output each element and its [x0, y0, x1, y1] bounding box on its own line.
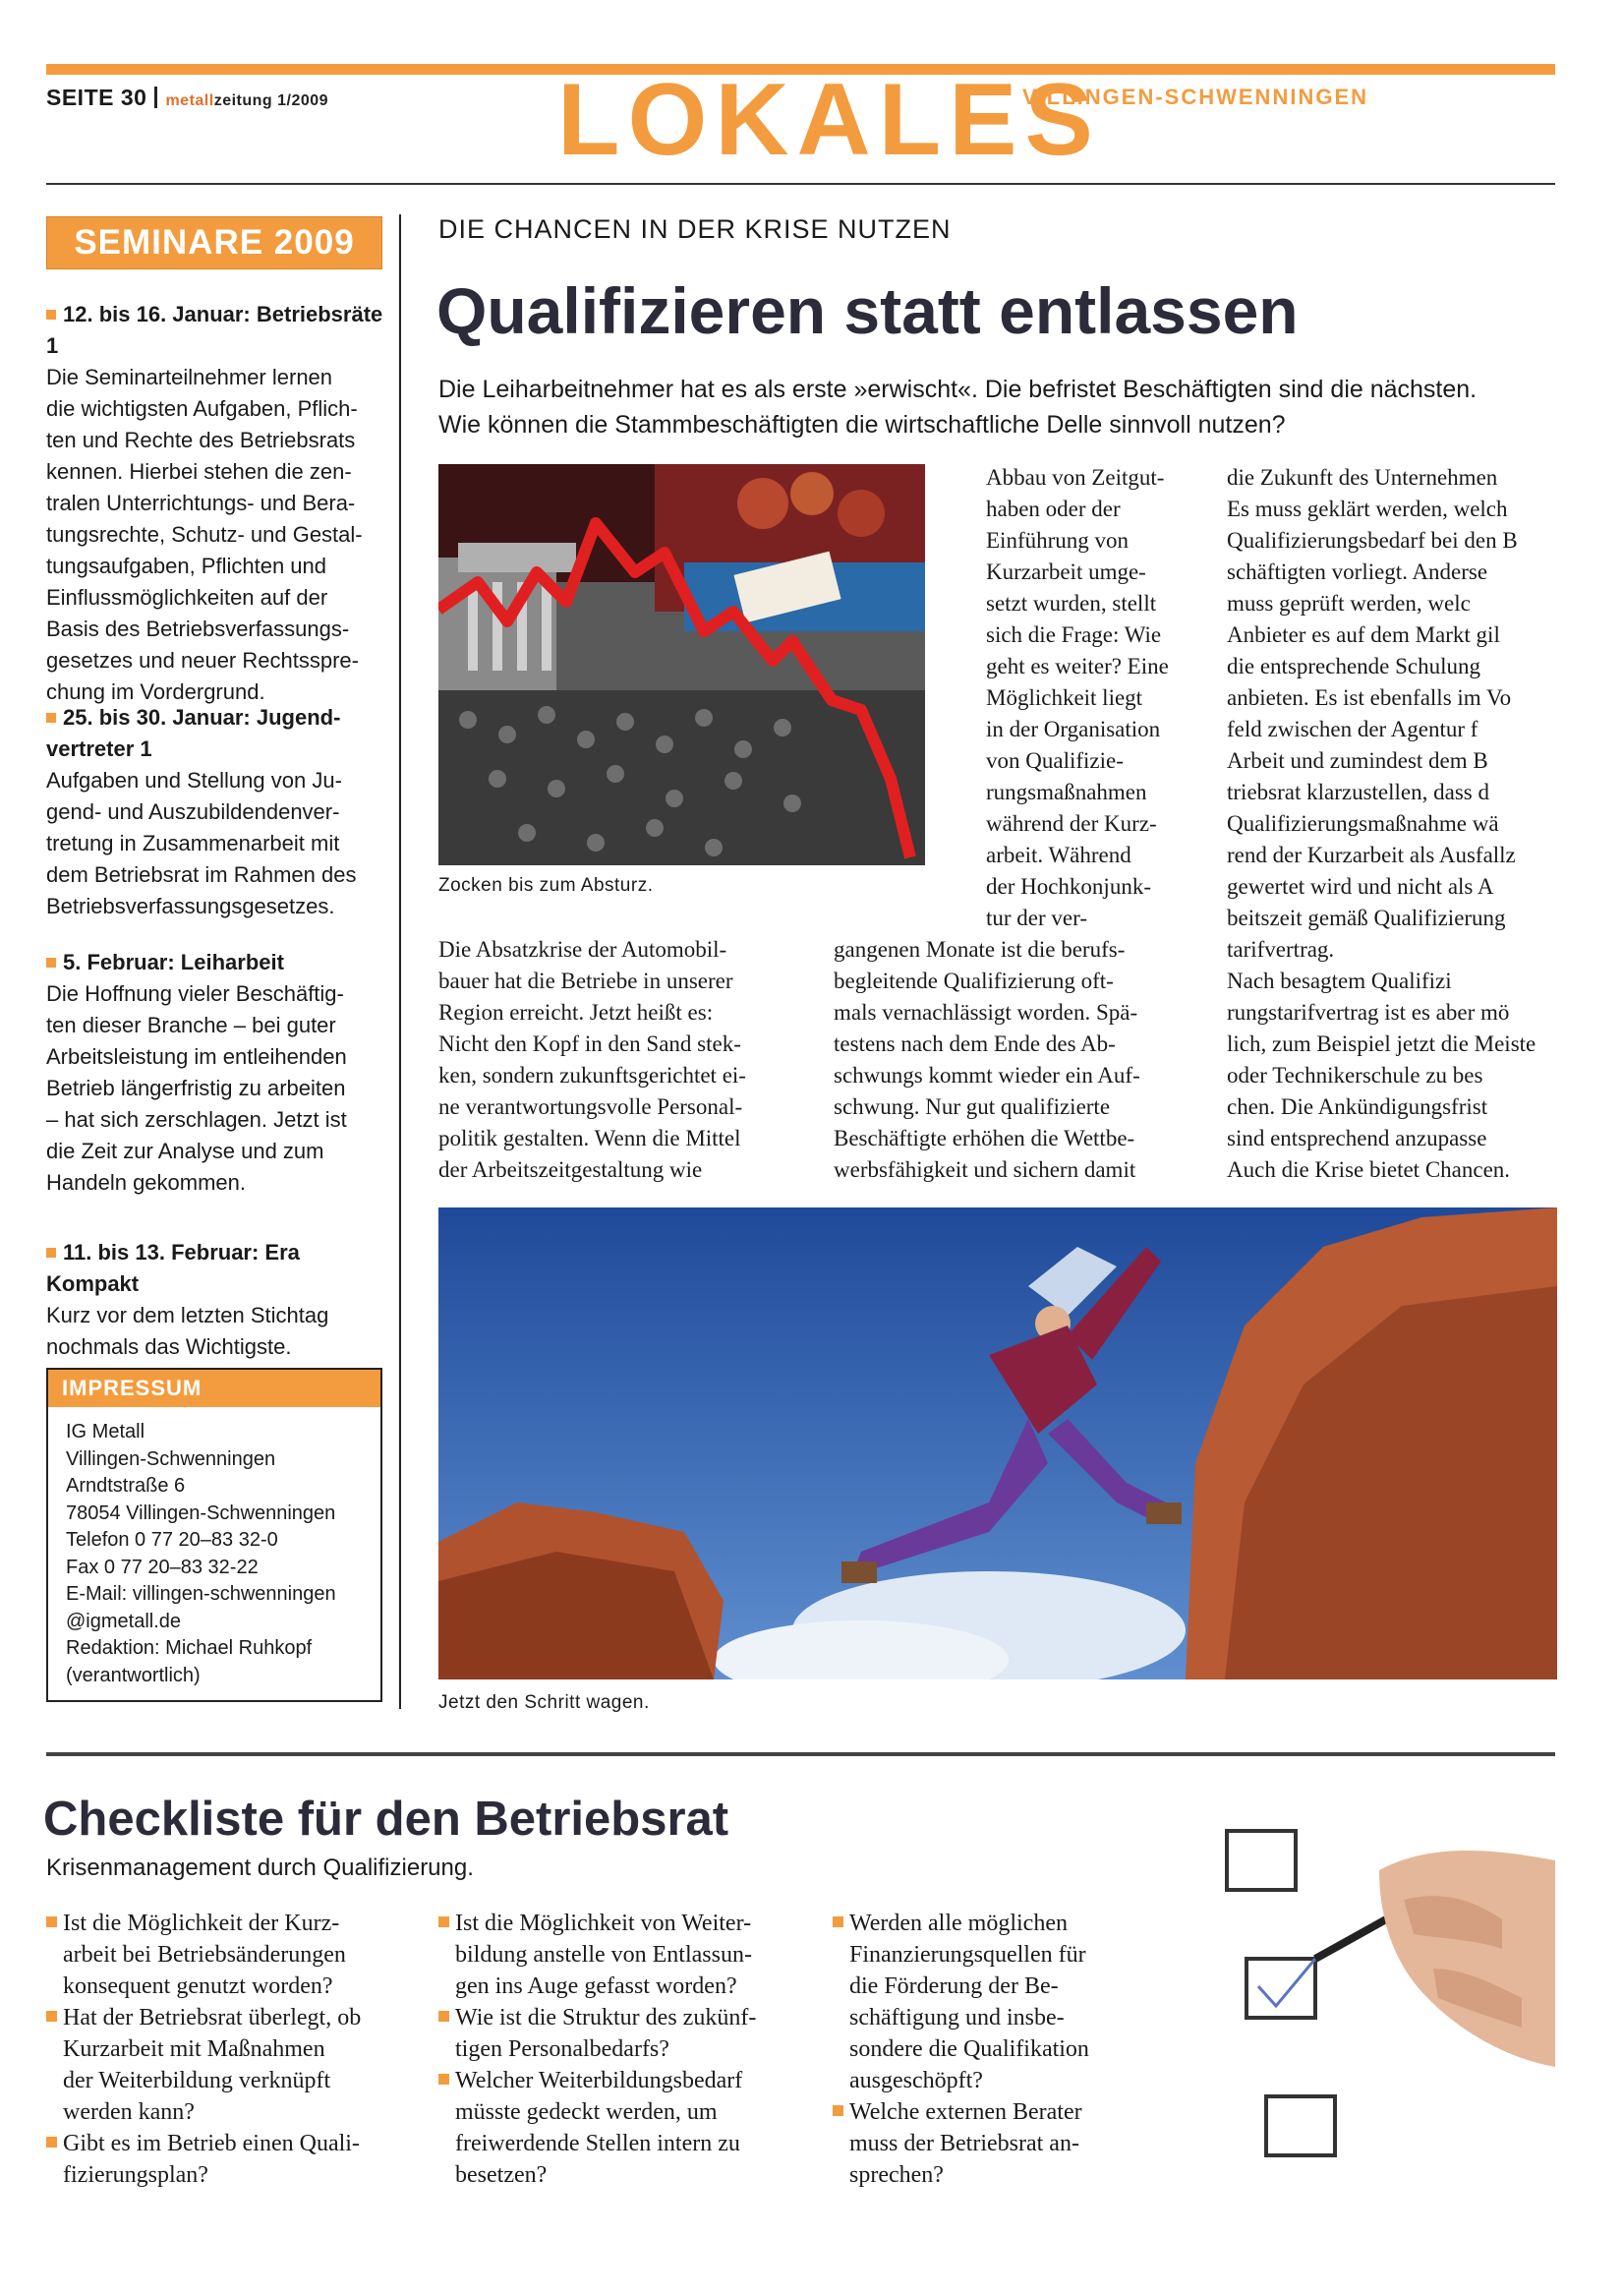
- checklist-question-text: tigen Personalbedarfs?: [455, 2036, 669, 2062]
- seminar-item-body-line: Betrieb längerfristig zu arbeiten: [46, 1076, 346, 1100]
- bullet-icon: [833, 1916, 843, 1927]
- checklist-title: Checkliste für den Betriebsrat: [43, 1793, 729, 1846]
- checklist-question-text: Ist die Möglichkeit von Weiter-: [455, 1911, 752, 1936]
- checklist-question-text: muss der Betriebsrat an-: [849, 2131, 1079, 2156]
- seminar-item-body-line: tungsaufgaben, Pflichten und: [46, 554, 327, 578]
- seminar-item-body-line: Aufgaben und Stellung von Ju-: [46, 768, 342, 793]
- seminar-item-body-line: Basis des Betriebsverfassungs-: [46, 617, 350, 641]
- text-line: werbsfähigkeit und sichern damit: [834, 1157, 1136, 1182]
- checklist-question-line: [833, 2065, 1089, 2096]
- text-line: während der Kurz-: [986, 811, 1157, 836]
- seminar-item-body-line: nochmals das Wichtigste.: [46, 1334, 292, 1359]
- seminar-item-title: [46, 947, 390, 978]
- checklist-question-text: arbeit bei Betriebsänderungen: [63, 1942, 346, 1968]
- text-line: Es muss geklärt werden, welch: [1227, 497, 1508, 521]
- seminar-item-title-text: 12. bis 16. Januar: Betriebsräte 1: [46, 302, 383, 358]
- seminar-item-body-line: tungsrechte, Schutz- und Gestal-: [46, 522, 363, 547]
- checklist-question-line: [46, 2096, 361, 2128]
- text-line: IG Metall: [66, 1421, 145, 1442]
- article-column-3: [1227, 462, 1557, 1186]
- checklist-question-line: [833, 2002, 1089, 2033]
- photo-caption-crash: Zocken bis zum Absturz.: [438, 875, 654, 896]
- impressum-body: [66, 1419, 336, 1689]
- text-line: gangenen Monate ist die berufs-: [834, 937, 1126, 962]
- checklist-question-text: Werden alle möglichen: [849, 1911, 1068, 1936]
- text-line: Nicht den Kopf in den Sand stek-: [438, 1031, 741, 1056]
- checklist-question-line: [833, 2033, 1089, 2065]
- page-number-label: [46, 85, 328, 111]
- checklist-question-line: [438, 2033, 756, 2065]
- text-line: Beschäftigte erhöhen die Wettbe-: [834, 1126, 1135, 1150]
- text-line: arbeit. Während: [986, 843, 1131, 867]
- seminar-item-body-line: Die Seminarteilnehmer lernen: [46, 365, 333, 389]
- text-line: Auch die Krise bietet Chancen.: [1227, 1157, 1511, 1182]
- text-line: chen. Die Ankündigungsfrist: [1227, 1094, 1488, 1119]
- text-line: Die Leiharbeitnehmer hat es als erste »erwischt«. Die befristet Beschäftigten sind die nächsten.: [438, 376, 1478, 403]
- section-title: LOKALES: [557, 63, 1101, 177]
- text-line: mals vernachlässigt worden. Spä-: [834, 1000, 1138, 1025]
- seminar-item-body-line: dem Betriebsrat im Rahmen des: [46, 862, 357, 887]
- checklist-question-line: [833, 2128, 1089, 2159]
- text-line: geht es weiter? Eine: [986, 654, 1169, 678]
- bullet-icon: [46, 1248, 56, 1258]
- article-deck: [438, 372, 1559, 442]
- checklist-question-line: [46, 1939, 361, 1971]
- bullet-icon: [438, 2074, 449, 2085]
- seminar-item-body-line: Handeln gekommen.: [46, 1170, 247, 1195]
- text-line: tur der ver-: [986, 906, 1087, 930]
- text-line: testens nach dem Ende des Ab-: [834, 1031, 1116, 1056]
- seminar-item-body-line: gend- und Auszubildendenver-: [46, 799, 340, 824]
- seminar-item: [46, 947, 390, 1199]
- checklist-question-text: fizierungsplan?: [63, 2162, 208, 2188]
- checklist-question-line: [833, 1939, 1089, 1971]
- checklist-question-text: besetzen?: [455, 2162, 548, 2188]
- impressum-box: [46, 1368, 382, 1702]
- seminar-item-body-line: – hat sich zerschlagen. Jetzt ist: [46, 1107, 347, 1132]
- publication-issue: zeitung 1/2009: [213, 92, 329, 109]
- text-line: E-Mail: villingen-schwenningen: [66, 1583, 336, 1605]
- text-line: gewertet wird und nicht als A: [1227, 874, 1494, 899]
- seminar-item-body-line: Kurz vor dem letzten Stichtag: [46, 1303, 329, 1327]
- checklist-question: [438, 2002, 756, 2033]
- checklist-question-text: Gibt es im Betrieb einen Quali-: [63, 2131, 360, 2156]
- text-line: sich die Frage: Wie: [986, 622, 1162, 647]
- checklist-question-line: [438, 2159, 756, 2191]
- text-line: Redaktion: Michael Ruhkopf: [66, 1637, 313, 1659]
- text-line: beitszeit gemäß Qualifizierung: [1227, 906, 1506, 930]
- text-line: Die Absatzkrise der Automobil-: [438, 937, 727, 962]
- text-line: Arndtstraße 6: [66, 1475, 186, 1497]
- text-line: schäftigten vorliegt. Anderse: [1227, 559, 1488, 584]
- checklist-question-text: Welche externen Berater: [849, 2099, 1082, 2125]
- page-label-divider: [154, 87, 157, 108]
- text-line: der Hochkonjunk-: [986, 874, 1151, 899]
- text-line: setzt wurden, stellt: [986, 591, 1157, 616]
- text-line: @igmetall.de: [66, 1610, 182, 1632]
- checklist-question: [833, 1908, 1089, 1939]
- checklist-question: [833, 2096, 1089, 2128]
- text-line: haben oder der: [986, 497, 1121, 521]
- checklist-question: [46, 2002, 361, 2033]
- text-line: Wie können die Stammbeschäftigten die wirtschaftliche Delle sinnvoll nutzen?: [438, 411, 1286, 439]
- text-line: von Qualifizie-: [986, 748, 1124, 773]
- checklist-question-text: der Weiterbildung verknüpft: [63, 2068, 331, 2093]
- seminar-item-body-line: tretung in Zusammenarbeit mit: [46, 831, 340, 855]
- checklist-question-text: Ist die Möglichkeit der Kurz-: [63, 1911, 340, 1936]
- text-line: schwungs kommt wieder ein Auf-: [834, 1063, 1140, 1088]
- checklist-question-text: konsequent genutzt worden?: [63, 1973, 333, 1999]
- checklist-question-line: [438, 1939, 756, 1971]
- seminar-item-body-line: ten dieser Branche – bei guter: [46, 1013, 336, 1037]
- seminar-item-body-line: die wichtigsten Aufgaben, Pflich-: [46, 396, 358, 421]
- text-line: in der Organisation: [986, 717, 1161, 741]
- checklist-column-3: [833, 1908, 1089, 2191]
- checklist-question-text: freiwerdende Stellen intern zu: [455, 2131, 740, 2156]
- text-line: feld zwischen der Agentur f: [1227, 717, 1478, 741]
- checklist-question-text: ausgeschöpft?: [849, 2068, 983, 2093]
- checklist-column-2: [438, 1908, 756, 2191]
- checklist-question-text: gen ins Auge gefasst worden?: [455, 1973, 737, 1999]
- bullet-icon: [833, 2105, 843, 2116]
- checklist-question-text: bildung anstelle von Entlassun-: [455, 1942, 752, 1968]
- text-line: rend der Kurzarbeit als Ausfallz: [1227, 843, 1516, 867]
- seminar-item-body-line: tralen Unterrichtungs- und Bera-: [46, 491, 356, 515]
- checklist-question: [46, 1908, 361, 1939]
- impressum-heading: IMPRESSUM: [48, 1370, 380, 1407]
- text-line: der Arbeitszeitgestaltung wie: [438, 1157, 703, 1182]
- checklist-question-line: [833, 2159, 1089, 2191]
- seminar-heading: SEMINARE 2009: [46, 216, 382, 269]
- text-line: anbieten. Es ist ebenfalls im Vo: [1227, 685, 1512, 710]
- bullet-icon: [46, 713, 56, 723]
- text-line: rungsmaßnahmen: [986, 780, 1147, 804]
- text-line: Region erreicht. Jetzt heißt es:: [438, 1000, 714, 1025]
- checklist-question-line: [46, 2065, 361, 2096]
- seminar-item-body-line: Einflussmöglichkeiten auf der: [46, 585, 328, 610]
- text-line: die Zukunft des Unternehmen: [1227, 465, 1498, 490]
- text-line: ne verantwortungsvolle Personal-: [438, 1094, 743, 1119]
- checklist-question: [438, 2065, 756, 2096]
- text-line: sind entsprechend anzupasse: [1227, 1126, 1487, 1150]
- checklist-question-text: werden kann?: [63, 2099, 195, 2125]
- seminar-item-title: [46, 734, 390, 765]
- text-line: begleitende Qualifizierung oft-: [834, 969, 1114, 993]
- seminar-item-body-line: ten und Rechte des Betriebsrats: [46, 428, 356, 452]
- seminar-item-title-text: 25. bis 30. Januar: Jugend-: [63, 705, 341, 730]
- checklist-divider: [46, 1752, 1555, 1756]
- header-divider: [46, 183, 1555, 185]
- sidebar-divider: [399, 214, 401, 1709]
- checklist-question-line: [438, 2096, 756, 2128]
- checklist-question-text: Hat der Betriebsrat überlegt, ob: [63, 2005, 362, 2031]
- seminar-item-body-line: gesetzes und neuer Rechtsspre-: [46, 648, 359, 673]
- checklist-question: [438, 1908, 756, 1939]
- seminar-item-title: [46, 299, 390, 362]
- text-line: Möglichkeit liegt: [986, 685, 1143, 710]
- text-line: Nach besagtem Qualifizi: [1227, 969, 1452, 993]
- seminar-item-body-line: Betriebsverfassungsgesetzes.: [46, 894, 335, 918]
- checklist-question-text: Wie ist die Struktur des zukünf-: [455, 2005, 757, 2031]
- text-line: Villingen-Schwenningen: [66, 1447, 276, 1470]
- text-line: rungstarifvertrag ist es aber mö: [1227, 1000, 1510, 1025]
- text-line: lich, zum Beispiel jetzt die Meiste: [1227, 1031, 1536, 1056]
- text-line: muss geprüft werden, welc: [1227, 591, 1471, 616]
- seminar-item-title-text: 5. Februar: Leiharbeit: [63, 950, 284, 974]
- seminar-item: [46, 1237, 390, 1363]
- region-label: VILLINGEN-SCHWENNINGEN: [1022, 85, 1368, 109]
- text-line: bauer hat die Betriebe in unserer: [438, 969, 733, 993]
- checklist-question-line: [438, 2128, 756, 2159]
- text-line: die entsprechende Schulung: [1227, 654, 1481, 678]
- bullet-icon: [46, 958, 56, 968]
- checklist-question: [46, 2128, 361, 2159]
- checklist-question-line: [46, 2159, 361, 2191]
- checklist-question-text: sprechen?: [849, 2162, 944, 2188]
- article-column-1: [438, 934, 792, 1186]
- text-line: Abbau von Zeitgut-: [986, 465, 1165, 490]
- checklist-question-line: [46, 1971, 361, 2002]
- page-label: SEITE 30: [46, 85, 147, 110]
- checklist-column-1: [46, 1908, 361, 2191]
- article-kicker: DIE CHANCEN IN DER KRISE NUTZEN: [438, 214, 952, 244]
- stock-crash-photo: [438, 464, 925, 865]
- text-line: Qualifizierungsbedarf bei den B: [1227, 528, 1518, 553]
- text-line: politik gestalten. Wenn die Mittel: [438, 1126, 741, 1150]
- text-line: ken, sondern zukunftsgerichtet ei-: [438, 1063, 746, 1088]
- bullet-icon: [46, 2137, 57, 2148]
- text-line: schwung. Nur gut qualifizierte: [834, 1094, 1111, 1119]
- seminar-item-title: [46, 702, 390, 734]
- checkbox-hand-photo: [1207, 1801, 1555, 2205]
- checklist-question-line: [438, 1971, 756, 2002]
- text-line: Anbieter es auf dem Markt gil: [1227, 622, 1500, 647]
- text-line: tarifvertrag.: [1227, 937, 1335, 962]
- checklist-question-text: Welcher Weiterbildungsbedarf: [455, 2068, 743, 2093]
- seminar-item-body-line: Die Hoffnung vieler Beschäftig-: [46, 981, 344, 1006]
- text-line: Fax 0 77 20–83 32-22: [66, 1556, 259, 1578]
- publication-brand: metall: [165, 92, 214, 109]
- checklist-question-line: [46, 2033, 361, 2065]
- text-line: Kurzarbeit umge-: [986, 559, 1146, 584]
- text-line: Telefon 0 77 20–83 32-0: [66, 1529, 278, 1551]
- checklist-subtitle: Krisenmanagement durch Qualifizierung.: [46, 1854, 474, 1881]
- photo-caption-climber: Jetzt den Schritt wagen.: [438, 1692, 650, 1713]
- checklist-question-text: müsste gedeckt werden, um: [455, 2099, 718, 2125]
- seminar-item: [46, 299, 390, 708]
- checklist-question-text: Kurzarbeit mit Maßnahmen: [63, 2036, 325, 2062]
- seminar-item-body-line: die Zeit zur Analyse und zum: [46, 1139, 324, 1163]
- article-column-2-top: [986, 462, 1189, 934]
- text-line: Qualifizierungsmaßnahme wä: [1227, 811, 1499, 836]
- bullet-icon: [438, 1916, 449, 1927]
- seminar-item-title-text: vertreter 1: [46, 736, 152, 761]
- checklist-question-text: Finanzierungsquellen für: [849, 1942, 1086, 1968]
- article-column-2-bottom: [834, 934, 1189, 1186]
- seminar-item-body-line: kennen. Hierbei stehen die zen-: [46, 459, 352, 484]
- climber-photo: [438, 1207, 1557, 1679]
- text-line: 78054 Villingen-Schwenningen: [66, 1501, 336, 1524]
- seminar-item-title-text: 11. bis 13. Februar: Era Kompakt: [46, 1240, 300, 1296]
- checklist-question-text: sondere die Qualifikation: [849, 2036, 1089, 2062]
- seminar-item-body-line: chung im Vordergrund.: [46, 679, 265, 704]
- text-line: Arbeit und zumindest dem B: [1227, 748, 1488, 773]
- bullet-icon: [46, 310, 56, 320]
- article-headline: Qualifizieren statt entlassen: [436, 274, 1299, 347]
- seminar-item: [46, 702, 390, 922]
- checklist-question-text: die Förderung der Be-: [849, 1973, 1059, 1999]
- checklist-question-line: [833, 1971, 1089, 2002]
- checklist-question-text: schäftigung und insbe-: [849, 2005, 1065, 2031]
- bullet-icon: [46, 2011, 57, 2022]
- text-line: (verantwortlich): [66, 1664, 201, 1686]
- seminar-item-body-line: Arbeitsleistung im entleihenden: [46, 1044, 347, 1069]
- text-line: triebsrat klarzustellen, dass d: [1227, 780, 1489, 804]
- text-line: Einführung von: [986, 528, 1130, 553]
- text-line: oder Technikerschule zu bes: [1227, 1063, 1483, 1088]
- bullet-icon: [46, 1916, 57, 1927]
- bullet-icon: [438, 2011, 449, 2022]
- seminar-item-title: [46, 1237, 390, 1300]
